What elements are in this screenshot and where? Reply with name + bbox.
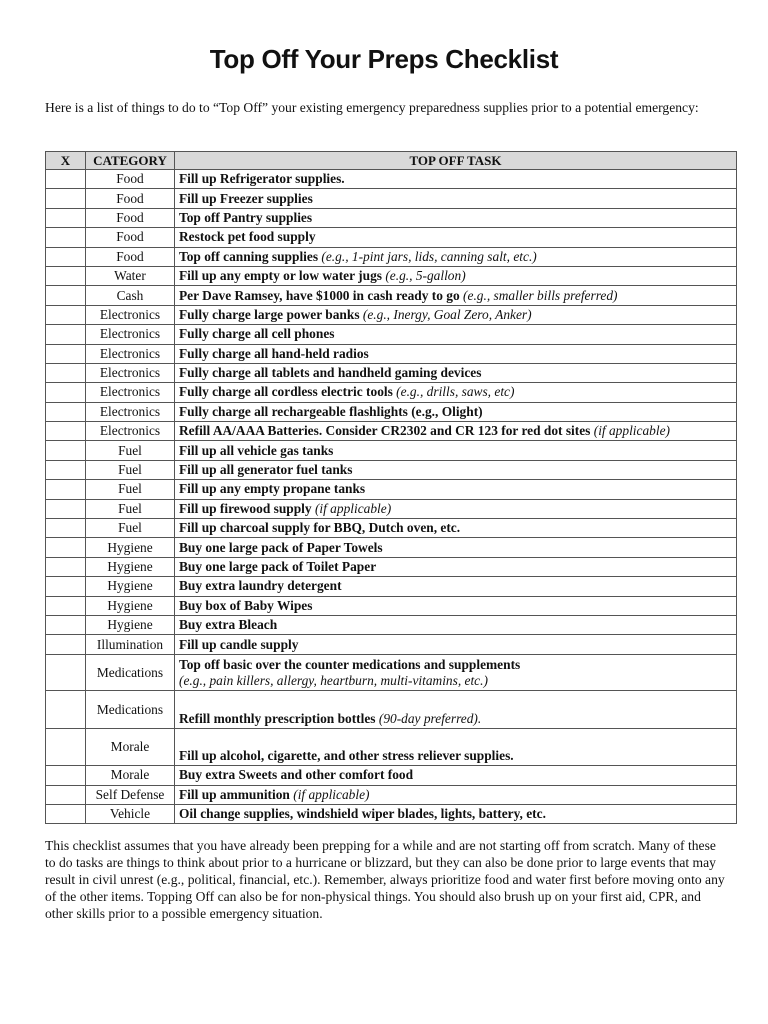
task-cell (175, 654, 737, 691)
checkbox-cell[interactable] (46, 499, 86, 518)
checkbox-cell[interactable] (46, 422, 86, 441)
table-row (46, 441, 737, 460)
category-cell: Electronics (86, 363, 175, 382)
category-cell: Fuel (86, 499, 175, 518)
checkbox-cell[interactable] (46, 480, 86, 499)
task-text: Fully charge all rechargeable flashlights (e.g., Olight) (179, 403, 483, 419)
task-cell (175, 691, 737, 729)
checkbox-cell[interactable] (46, 557, 86, 576)
task-cell (175, 286, 737, 305)
task-cell (175, 596, 737, 615)
category-cell: Hygiene (86, 615, 175, 634)
category-cell: Fuel (86, 519, 175, 538)
checkbox-cell[interactable] (46, 325, 86, 344)
task-cell (175, 422, 737, 441)
category-cell: Food (86, 228, 175, 247)
category-cell: Fuel (86, 480, 175, 499)
header-x: X (46, 152, 86, 170)
task-cell (175, 519, 737, 538)
task-note: (e.g., drills, saws, etc) (396, 384, 515, 400)
checkbox-cell[interactable] (46, 305, 86, 324)
checklist-table (45, 151, 737, 824)
task-cell (175, 635, 737, 654)
checkbox-cell[interactable] (46, 519, 86, 538)
closing-paragraph: This checklist assumes that you have already been prepping for a while and are not starting off from scratch. Many of these to do tasks are things to think about prior to a hurricane or blizzard, but they can also be done prior to large events that may result in civil unrest (e.g., political, financial, etc.). Remember, always prioritize food and water first before moving onto any of the other items. Topping Off can also be for non-physical things. You should also brush up on your first aid, CPR, and other skills prior to a possible emergency situation. (45, 838, 725, 921)
category-cell: Hygiene (86, 557, 175, 576)
task-note: (if applicable) (293, 786, 370, 802)
task-text: Fully charge all cordless electric tools (179, 384, 397, 400)
task-text: Fill up ammunition (179, 786, 294, 802)
category-cell: Food (86, 247, 175, 266)
table-row (46, 208, 737, 227)
task-text: Buy extra Sweets and other comfort food (179, 767, 414, 783)
task-text: Fully charge all hand-held radios (179, 345, 369, 361)
task-cell (175, 480, 737, 499)
table-row (46, 615, 737, 634)
task-cell (175, 344, 737, 363)
category-cell: Fuel (86, 460, 175, 479)
checkbox-cell[interactable] (46, 402, 86, 421)
task-text: Oil change supplies, windshield wiper blades, lights, battery, etc. (179, 806, 546, 822)
task-text: Fully charge large power banks (179, 306, 363, 322)
table-row (46, 728, 737, 766)
checkbox-cell[interactable] (46, 383, 86, 402)
task-cell (175, 460, 737, 479)
task-text: Buy one large pack of Paper Towels (179, 539, 383, 555)
page-title: Top Off Your Preps Checklist (209, 44, 559, 74)
table-row (46, 654, 737, 691)
task-cell (175, 499, 737, 518)
task-cell (175, 189, 737, 208)
task-cell (175, 305, 737, 324)
task-cell (175, 557, 737, 576)
category-cell: Vehicle (86, 805, 175, 824)
category-cell: Hygiene (86, 577, 175, 596)
table-row (46, 305, 737, 324)
checkbox-cell[interactable] (46, 344, 86, 363)
task-text: Buy one large pack of Toilet Paper (179, 559, 377, 574)
checkbox-cell[interactable] (46, 228, 86, 247)
table-row (46, 247, 737, 266)
table-row (46, 325, 737, 344)
category-cell: Food (86, 170, 175, 189)
task-text: Fill up firewood supply (179, 500, 315, 516)
checkbox-cell[interactable] (46, 654, 86, 691)
category-cell: Morale (86, 728, 175, 766)
checkbox-cell[interactable] (46, 615, 86, 634)
header-category: CATEGORY (86, 152, 175, 170)
table-row (46, 480, 737, 499)
checkbox-cell[interactable] (46, 363, 86, 382)
table-row (46, 460, 737, 479)
task-cell (175, 383, 737, 402)
checkbox-cell[interactable] (46, 538, 86, 557)
task-cell (175, 615, 737, 634)
category-cell: Electronics (86, 383, 175, 402)
table-row (46, 189, 737, 208)
task-text: Restock pet food supply (179, 229, 316, 245)
category-cell: Electronics (86, 325, 175, 344)
checkbox-cell[interactable] (46, 577, 86, 596)
task-text: Buy box of Baby Wipes (179, 597, 313, 613)
checkbox-cell[interactable] (46, 691, 86, 729)
table-header-row (46, 152, 737, 170)
table-row (46, 266, 737, 285)
task-text: Fill up all generator fuel tanks (179, 462, 353, 478)
task-text: Refill AA/AAA Batteries. Consider CR2302 and CR 123 for red dot sites (179, 423, 594, 439)
task-cell (175, 728, 737, 766)
task-text: Buy extra Bleach (179, 617, 278, 633)
task-note: (if applicable) (593, 423, 670, 439)
task-note: (e.g., Inergy, Goal Zero, Anker) (362, 306, 532, 322)
table-row (46, 363, 737, 382)
task-note: (e.g., smaller bills preferred) (463, 287, 618, 303)
table-row (46, 691, 737, 729)
task-text: Top off basic over the counter medications and supplements (179, 656, 521, 672)
task-cell (175, 208, 737, 227)
category-cell: Cash (86, 286, 175, 305)
table-row (46, 785, 737, 804)
task-text: Fill up alcohol, cigarette, and other stress reliever supplies. (179, 748, 514, 764)
task-text: Refill monthly prescription bottles (179, 710, 379, 726)
category-cell: Water (86, 266, 175, 285)
task-cell (175, 247, 737, 266)
checkbox-cell[interactable] (46, 266, 86, 285)
table-row (46, 499, 737, 518)
category-cell: Electronics (86, 422, 175, 441)
table-row (46, 557, 737, 576)
task-cell (175, 577, 737, 596)
task-text: Fill up any empty propane tanks (179, 481, 366, 497)
task-text: Fill up all vehicle gas tanks (179, 442, 334, 458)
table-row (46, 286, 737, 305)
table-row (46, 635, 737, 654)
table-row (46, 596, 737, 615)
checkbox-cell[interactable] (46, 170, 86, 189)
task-cell (175, 402, 737, 421)
category-cell: Self Defense (86, 785, 175, 804)
task-note: (90-day preferred). (378, 710, 482, 726)
task-text: Fully charge all cell phones (179, 326, 335, 342)
checkbox-cell[interactable] (46, 441, 86, 460)
checkbox-cell[interactable] (46, 635, 86, 654)
task-text: Top off canning supplies (179, 248, 322, 264)
task-text: Fill up Refrigerator supplies. (179, 171, 345, 187)
task-note: (e.g., pain killers, allergy, heartburn, multi-vitamins, etc.) (179, 672, 488, 688)
task-text: Fully charge all tablets and handheld gaming devices (179, 365, 482, 381)
task-cell (175, 441, 737, 460)
table-row (46, 519, 737, 538)
category-cell: Hygiene (86, 538, 175, 557)
task-text: Buy extra laundry detergent (179, 578, 342, 594)
checkbox-cell[interactable] (46, 460, 86, 479)
checkbox-cell[interactable] (46, 766, 86, 785)
table-row (46, 766, 737, 785)
task-cell (175, 538, 737, 557)
category-cell: Food (86, 208, 175, 227)
task-text: Fill up charcoal supply for BBQ, Dutch oven, etc. (179, 520, 461, 536)
task-cell (175, 785, 737, 804)
category-cell: Food (86, 189, 175, 208)
category-cell: Medications (86, 654, 175, 691)
task-note: (if applicable) (314, 500, 392, 516)
task-note: (e.g., 5-gallon) (385, 268, 466, 284)
category-cell: Hygiene (86, 596, 175, 615)
category-cell: Fuel (86, 441, 175, 460)
table-row (46, 383, 737, 402)
checklist-body (46, 170, 737, 824)
task-note: (e.g., 1-pint jars, lids, canning salt, etc.) (321, 248, 537, 264)
table-row (46, 805, 737, 824)
task-cell (175, 228, 737, 247)
task-cell (175, 363, 737, 382)
category-cell: Electronics (86, 305, 175, 324)
checkbox-cell[interactable] (46, 596, 86, 615)
table-row (46, 402, 737, 421)
task-cell (175, 266, 737, 285)
category-cell: Electronics (86, 344, 175, 363)
category-cell: Morale (86, 766, 175, 785)
checkbox-cell[interactable] (46, 247, 86, 266)
table-row (46, 344, 737, 363)
table-row (46, 228, 737, 247)
task-cell (175, 325, 737, 344)
category-cell: Medications (86, 691, 175, 729)
checkbox-cell[interactable] (46, 189, 86, 208)
checkbox-cell[interactable] (46, 728, 86, 766)
task-text: Fill up any empty or low water jugs (179, 268, 386, 284)
task-text: Fill up candle supply (179, 636, 299, 652)
table-row (46, 422, 737, 441)
checkbox-cell[interactable] (46, 785, 86, 804)
header-task: TOP OFF TASK (175, 152, 737, 170)
category-cell: Illumination (86, 635, 175, 654)
checkbox-cell[interactable] (46, 805, 86, 824)
table-row (46, 577, 737, 596)
task-cell (175, 170, 737, 189)
intro-paragraph: Here is a list of things to do to “Top Off” your existing emergency preparedness supplies prior to a potential emergency: (45, 100, 699, 115)
task-cell (175, 805, 737, 824)
task-text: Top off Pantry supplies (179, 209, 313, 225)
category-cell: Electronics (86, 402, 175, 421)
task-text: Per Dave Ramsey, have $1000 in cash ready to go (179, 287, 464, 303)
table-row (46, 538, 737, 557)
task-cell (175, 766, 737, 785)
task-text: Fill up Freezer supplies (179, 190, 313, 206)
checkbox-cell[interactable] (46, 208, 86, 227)
checkbox-cell[interactable] (46, 286, 86, 305)
table-row (46, 170, 737, 189)
